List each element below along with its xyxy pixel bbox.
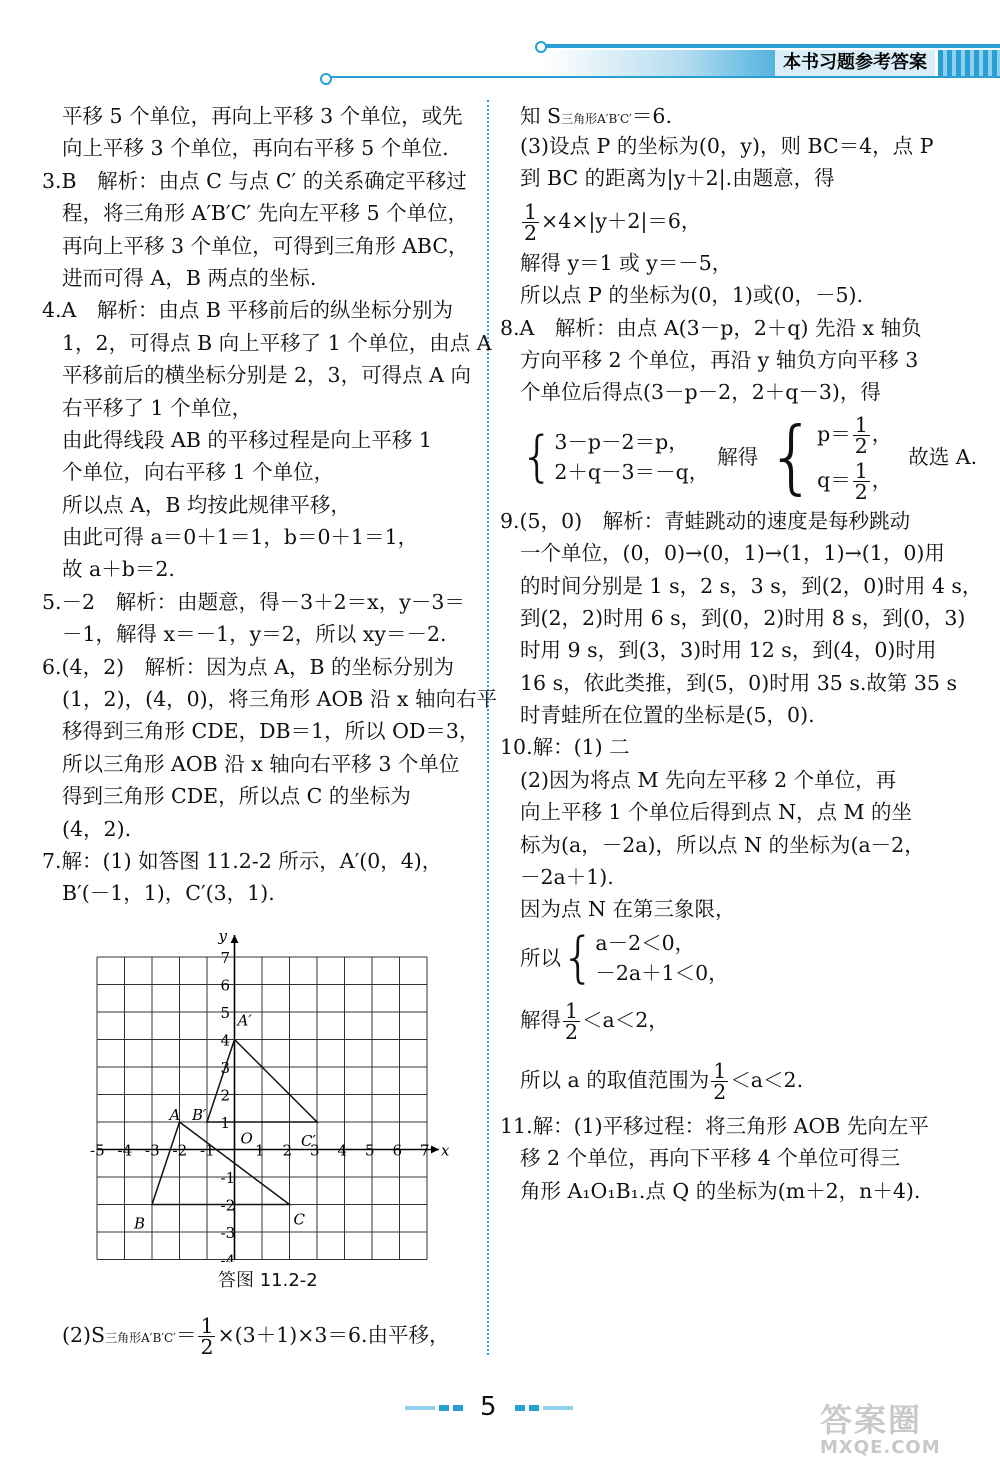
system-line: 2＋q－3＝－q，	[554, 459, 710, 484]
text-line	[500, 990, 945, 1050]
y-tick-label: -2	[220, 1196, 236, 1215]
x-tick-label: 7	[420, 1141, 430, 1160]
fraction-half	[853, 458, 870, 504]
x-tick-label: 4	[337, 1141, 348, 1160]
header-dot-bottom	[320, 73, 332, 85]
grid-lines	[97, 957, 427, 1260]
text-line: B′(－1，1)，C′(3，1).	[62, 881, 275, 906]
x-axis-arrow	[431, 1146, 439, 1154]
answer-9: 9.(5，0) 解析：青蛙跳动的速度是每秒跳动	[500, 508, 911, 533]
brace: {	[520, 424, 555, 488]
area-formula	[62, 1316, 450, 1357]
text-span: 所以	[520, 945, 561, 970]
fraction-num: 1	[200, 1314, 214, 1338]
answer-11: 11.解：(1)平移过程：将三角形 AOB 先向左平	[500, 1113, 929, 1138]
watermark-line1: 答案圈	[820, 1401, 923, 1439]
page-number-decoration-right	[515, 1404, 575, 1412]
x-tick-label: -2	[172, 1141, 188, 1160]
fraction-half	[198, 1316, 215, 1357]
text-line: (3)设点 P 的坐标为(0，y)，则 BC＝4，点 P	[520, 134, 934, 158]
system-line: a－2＜0，	[595, 930, 696, 955]
text-span: 知 S	[520, 104, 562, 128]
text-line: 移 2 个单位，再向下平移 4 个单位可得三	[520, 1146, 901, 1171]
point-label-b: B	[134, 1214, 146, 1233]
text-line: 解得 y＝1 或 y＝－5，	[520, 250, 733, 275]
fraction-den: 2	[524, 220, 538, 245]
point-label-c-prime: C′	[301, 1132, 316, 1150]
text-line: 时青蛙所在位置的坐标是(5，0).	[520, 703, 815, 728]
x-tick-label: -3	[145, 1141, 160, 1160]
figure-caption: 答图 11.2-2	[218, 1270, 318, 1291]
y-tick-label: 4	[220, 1031, 231, 1050]
text-span: p＝	[817, 421, 851, 446]
text-line: 16 s，依此类推，到(5，0)时用 35 s.故第 35 s	[520, 670, 957, 695]
text-line: 再向上平移 3 个单位，可得到三角形 ABC，	[62, 233, 469, 258]
x-tick-label: 6	[392, 1141, 403, 1160]
y-tick-label: 2	[220, 1086, 231, 1105]
text-span: q＝	[817, 467, 851, 492]
point-label-c: C	[293, 1210, 305, 1229]
answer-10: 10.解：(1) 二	[500, 735, 630, 760]
answer-5: 5.－2 解析：由题意，得－3＋2＝x，y－3＝	[42, 589, 465, 614]
fraction-den: 2	[854, 433, 868, 458]
text-line: 由此得线段 AB 的平移过程是向上平移 1	[62, 427, 432, 452]
y-tick-label: 3	[220, 1059, 231, 1077]
x-tick-label: 3	[310, 1141, 320, 1160]
text-line: 因为点 N 在第三象限，	[520, 897, 736, 922]
x-tick-label: -1	[200, 1141, 215, 1160]
text-span: ＜a＜2，	[582, 1007, 669, 1032]
point-label-a-prime: A′	[237, 1011, 252, 1030]
text-line: 到(2，2)时用 6 s，到(0，2)时用 8 s，到(0，3)	[520, 605, 966, 630]
x-tick-label: 5	[365, 1141, 375, 1160]
text-line: 移得到三角形 CDE，DB＝1，所以 OD＝3，	[62, 719, 480, 744]
solution-line	[817, 457, 892, 503]
text-line	[500, 195, 945, 247]
system-solution	[817, 411, 892, 503]
text-span: ，	[871, 467, 893, 492]
text-line: 右平移了 1 个单位，	[62, 395, 253, 420]
fraction-half	[522, 199, 539, 245]
y-tick-label: -4	[220, 1251, 236, 1262]
text-line: 所以点 A，B 均按此规律平移，	[62, 492, 351, 517]
x-tick-label: 2	[282, 1141, 293, 1160]
solve-word: 解得	[717, 444, 759, 469]
text-line: 时用 9 s，到(3，3)时用 12 s，到(4，0)时用	[520, 638, 937, 663]
fraction-num: 1	[524, 199, 538, 224]
text-line: 个单位后得点(3－p－2，2＋q－3)，得	[520, 380, 881, 405]
fraction-half	[711, 1058, 728, 1104]
inequality-system	[500, 926, 945, 990]
text-line: 所以三角形 AOB 沿 x 轴向右平移 3 个单位	[62, 751, 460, 776]
system-line: 3－p－2＝p，	[554, 429, 689, 454]
point-label-b-prime: B′	[192, 1106, 207, 1124]
x-tick-label: 1	[255, 1141, 265, 1160]
x-tick-label: -5	[90, 1141, 105, 1160]
formula-subscript: 三角形A′B′C′	[105, 1331, 176, 1345]
text-line: 由此可得 a＝0＋1＝1，b＝0＋1＝1，	[62, 525, 419, 550]
text-span: 故选 A.	[908, 444, 978, 469]
text-span: ，	[871, 421, 893, 446]
y-axis-label: y	[218, 927, 227, 945]
system-line: －2a＋1＜0，	[595, 960, 729, 985]
axes	[97, 935, 439, 1260]
fraction-half	[853, 412, 870, 458]
fraction-den: 2	[200, 1335, 214, 1359]
triangle-abc	[152, 1122, 290, 1205]
formula-prefix: (2)S	[62, 1323, 106, 1347]
text-line: 标为(a，－2a)，所以点 N 的坐标为(a－2，	[520, 832, 925, 857]
formula-rest: ×(3＋1)×3＝6.由平移，	[217, 1323, 450, 1347]
watermark	[820, 1395, 990, 1458]
text-line: 向上平移 1 个单位后得到点 N，点 M 的坐	[520, 800, 913, 825]
answer-4: 4.A 解析：由点 B 平移前后的纵坐标分别为	[42, 298, 453, 323]
text-line: 1，2，可得点 B 向上平移了 1 个单位，由点 A	[62, 330, 492, 355]
answer-3: 3.B 解析：由点 C 与点 C′ 的关系确定平移过	[42, 168, 467, 193]
system-lines	[595, 928, 728, 988]
formula-eq: ＝	[175, 1323, 197, 1347]
coordinate-grid	[85, 922, 465, 1262]
text-line: (4，2).	[62, 816, 132, 841]
text-line	[500, 1050, 945, 1110]
answer-6: 6.(4，2) 解析：因为点 A，B 的坐标分别为	[42, 654, 455, 679]
text-line: 向上平移 3 个单位，再向右平移 5 个单位.	[62, 136, 449, 161]
page-number: 5	[480, 1392, 497, 1422]
y-tick-label: 1	[220, 1114, 231, 1132]
watermark-line2: MXQE.COM	[820, 1437, 941, 1458]
brace: {	[766, 409, 818, 503]
text-line: 进而可得 A，B 两点的坐标.	[62, 265, 317, 290]
header-band	[540, 44, 1000, 48]
text-line: 方向平移 2 个单位，再沿 y 轴负方向平移 3	[520, 347, 919, 372]
text-line: (1，2)，(4，0)，将三角形 AOB 沿 x 轴向右平	[62, 687, 497, 712]
column-divider	[487, 100, 489, 1355]
coordinate-figure	[85, 922, 465, 1262]
text-line: 个单位，向右平移 1 个单位，	[62, 460, 335, 485]
text-line	[500, 100, 945, 130]
origin-label: O	[240, 1129, 253, 1148]
fraction-half	[563, 998, 580, 1044]
brace: {	[561, 925, 596, 989]
y-tick-label: 7	[220, 949, 231, 967]
text-span: 解得	[520, 1007, 561, 1032]
text-line: 所以点 P 的坐标为(0，1)或(0，－5).	[520, 283, 864, 308]
text-line: 的时间分别是 1 s，2 s，3 s，到(2，0)时用 4 s，	[520, 573, 983, 598]
answer-8: 8.A 解析：由点 A(3－p，2＋q) 先沿 x 轴负	[500, 315, 922, 340]
text-line: －1，解得 x＝－1，y＝2，所以 xy＝－2.	[62, 622, 447, 647]
point-label-a: A	[169, 1106, 181, 1124]
page-number-decoration-left	[405, 1404, 465, 1412]
fraction-num: 1	[854, 412, 868, 437]
running-header-title: 本书习题参考答案	[775, 50, 935, 76]
fraction-den: 2	[713, 1079, 727, 1104]
solution-line	[817, 411, 892, 457]
fraction-num: 1	[713, 1058, 727, 1083]
fraction-num: 1	[854, 458, 868, 483]
subscript: 三角形A′B′C′	[561, 112, 632, 126]
header-rule	[325, 76, 1000, 78]
header-stripes	[938, 50, 1000, 76]
text-line: 故 a＋b＝2.	[62, 557, 175, 582]
text-line: 程，将三角形 A′B′C′ 先向左平移 5 个单位，	[62, 201, 469, 226]
text-line: 平移前后的横坐标分别是 2，3，可得点 A 向	[62, 363, 471, 388]
answer-7: 7.解：(1) 如答图 11.2-2 所示，A′(0，4)，	[42, 848, 443, 873]
text-span: ＝6.	[631, 104, 672, 128]
y-tick-label: 5	[220, 1004, 231, 1022]
text-line: －2a＋1).	[520, 865, 614, 890]
left-column	[42, 100, 497, 910]
fraction-den: 2	[565, 1019, 579, 1044]
fraction-den: 2	[854, 479, 868, 504]
right-column	[500, 100, 983, 1207]
equation-system-8	[500, 409, 978, 505]
text-line: 平移 5 个单位，再向上平移 3 个单位，或先	[62, 104, 463, 128]
text-line: (2)因为将点 M 先向左平移 2 个单位，再	[520, 767, 897, 792]
system-lines	[554, 427, 709, 487]
text-span: ×4×|y＋2|＝6，	[541, 208, 702, 233]
y-tick-label: -3	[220, 1224, 236, 1242]
fraction-num: 1	[565, 998, 579, 1023]
header-gradient	[545, 50, 775, 76]
text-span: ＜a＜2.	[730, 1067, 804, 1092]
text-line: 角形 A₁O₁B₁.点 Q 的坐标为(m＋2，n＋4).	[520, 1178, 921, 1203]
y-axis-arrow	[231, 935, 239, 943]
text-line: 得到三角形 CDE，所以点 C 的坐标为	[62, 784, 411, 809]
text-line: 一个单位，(0，0)→(0，1)→(1，1)→(1，0)用	[520, 541, 945, 566]
text-span: 所以 a 的取值范围为	[520, 1067, 710, 1092]
x-axis-label: x	[441, 1141, 450, 1160]
x-tick-label: -4	[117, 1141, 133, 1160]
y-tick-label: 6	[220, 976, 231, 995]
y-tick-label: -1	[220, 1169, 236, 1187]
text-line: 到 BC 的距离为|y＋2|.由题意，得	[520, 166, 835, 191]
